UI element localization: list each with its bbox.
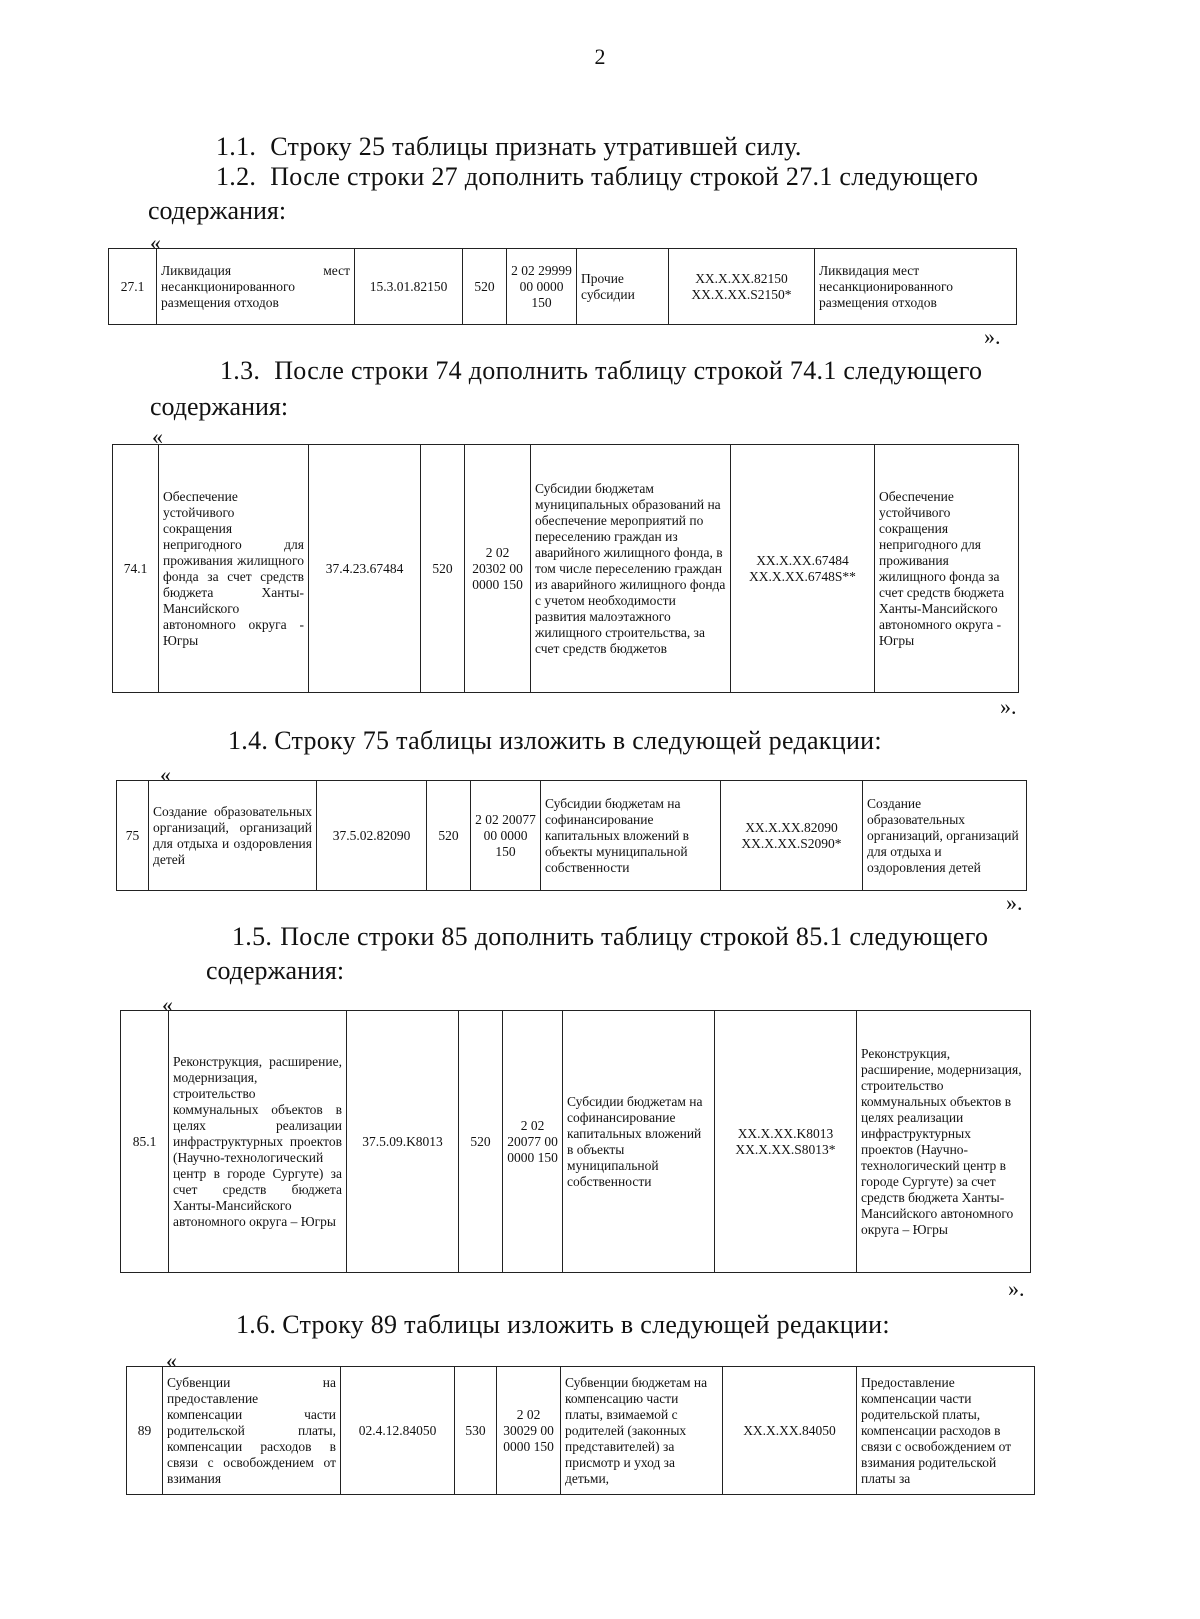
- item-text: После строки 27 дополнить таблицу строкой 27.1 следующего: [270, 162, 979, 191]
- row-name: Обеспечение устойчивого сокращения непригодного для проживания жилищного фонда за счет средств бюджета Ханты-Мансийского автономного округа - Югры: [159, 445, 309, 693]
- item-continuation: содержания:: [150, 392, 289, 421]
- close-quote: ».: [984, 324, 1001, 349]
- row-kosgu: XX.X.XX.82090 XX.X.XX.S2090*: [721, 781, 863, 891]
- item-number: 1.6.: [236, 1310, 277, 1339]
- close-quote: ».: [1006, 890, 1023, 915]
- row-kbk: 2 02 20077 00 0000 150: [503, 1011, 563, 1273]
- item-1-2: [216, 162, 978, 192]
- row-number: 85.1: [121, 1011, 169, 1273]
- open-quote: «: [152, 424, 163, 449]
- item-number: 1.2.: [216, 162, 257, 191]
- row-kbk: 2 02 29999 00 0000 150: [507, 249, 577, 325]
- row-purpose: Предоставление компенсации части родительской платы, компенсации расходов в связи с освобождением от взимания родительской платы за: [857, 1367, 1035, 1495]
- row-name: Реконструкция, расширение, модернизация, строительство коммунальных объектов в целях реализации инфраструктурных проектов (Научно-технологический центр в городе Сургуте) за счет средств бюджета Ханты-Мансийского автономного округа – Югры: [169, 1011, 347, 1273]
- row-vr: 520: [463, 249, 507, 325]
- row-number: 27.1: [109, 249, 157, 325]
- table-row-75: [116, 780, 1027, 891]
- row-kbk-name: Субвенции бюджетам на компенсацию части платы, взимаемой с родителей (законных представителей) за присмотр и уход за детьми,: [561, 1367, 723, 1495]
- item-number: 1.5.: [232, 922, 273, 951]
- row-vr: 530: [455, 1367, 497, 1495]
- row-kbk: 2 02 30029 00 0000 150: [497, 1367, 561, 1495]
- row-vr: 520: [427, 781, 471, 891]
- table-row-74-1: [112, 444, 1019, 693]
- row-code: 37.5.02.82090: [317, 781, 427, 891]
- row-name: Ликвидация мест несанкционированного размещения отходов: [157, 249, 355, 325]
- item-number: 1.1.: [216, 132, 257, 161]
- row-kbk: 2 02 20077 00 0000 150: [471, 781, 541, 891]
- item-1-5: [232, 922, 988, 952]
- close-quote: ».: [1000, 694, 1017, 719]
- row-name: Субвенции на предоставление компенсации части родительской платы, компенсации расходов в связи с освобождением от взимания: [163, 1367, 341, 1495]
- item-continuation: содержания:: [148, 196, 287, 225]
- row-number: 75: [117, 781, 149, 891]
- row-number: 89: [127, 1367, 163, 1495]
- open-quote: «: [150, 230, 161, 255]
- item-text: После строки 74 дополнить таблицу строкой 74.1 следующего: [274, 356, 983, 385]
- row-vr: 520: [459, 1011, 503, 1273]
- table-row-27-1: [108, 248, 1017, 325]
- row-kosgu: XX.X.XX.K8013 XX.X.XX.S8013*: [715, 1011, 857, 1273]
- row-kosgu: XX.X.XX.67484 XX.X.XX.6748S**: [731, 445, 875, 693]
- row-kbk-name: Субсидии бюджетам на софинансирование капитальных вложений в объекты муниципальной собственности: [541, 781, 721, 891]
- item-text: После строки 85 дополнить таблицу строкой 85.1 следующего: [280, 922, 989, 951]
- item-number: 1.3.: [220, 356, 261, 385]
- item-number: 1.4.: [228, 726, 269, 755]
- row-kbk-name: Субсидии бюджетам муниципальных образований на обеспечение мероприятий по переселению граждан из аварийного жилищного фонда, в том числе переселению граждан из аварийного жилищного фонда с учетом необходимости развития малоэтажного жилищного строительства, за счет средств бюджетов: [531, 445, 731, 693]
- row-number: 74.1: [113, 445, 159, 693]
- table-row-89: [126, 1366, 1035, 1495]
- item-1-4: [228, 726, 882, 756]
- item-1-6: [236, 1310, 890, 1340]
- close-quote: ».: [1008, 1276, 1025, 1301]
- row-purpose: Обеспечение устойчивого сокращения непригодного для проживания жилищного фонда за счет средств бюджета Ханты-Мансийского автономного округа - Югры: [875, 445, 1019, 693]
- row-purpose: Ликвидация мест несанкционированного размещения отходов: [815, 249, 1017, 325]
- item-continuation: содержания:: [206, 956, 345, 985]
- row-kbk-name: Субсидии бюджетам на софинансирование капитальных вложений в объекты муниципальной собственности: [563, 1011, 715, 1273]
- item-text: Строку 25 таблицы признать утратившей силу.: [270, 132, 802, 161]
- row-code: 02.4.12.84050: [341, 1367, 455, 1495]
- open-quote: «: [162, 992, 173, 1017]
- table-row-85-1: [120, 1010, 1031, 1273]
- item-text: Строку 75 таблицы изложить в следующей редакции:: [274, 726, 882, 755]
- row-vr: 520: [421, 445, 465, 693]
- row-purpose: Создание образовательных организаций, организаций для отдыха и оздоровления детей: [863, 781, 1027, 891]
- item-1-1: [216, 132, 802, 162]
- row-kosgu: XX.X.XX.84050: [723, 1367, 857, 1495]
- row-kosgu: XX.X.XX.82150 XX.X.XX.S2150*: [669, 249, 815, 325]
- item-text: Строку 89 таблицы изложить в следующей редакции:: [282, 1310, 890, 1339]
- row-name: Создание образовательных организаций, организаций для отдыха и оздоровления детей: [149, 781, 317, 891]
- row-code: 37.5.09.K8013: [347, 1011, 459, 1273]
- row-code: 15.3.01.82150: [355, 249, 463, 325]
- row-kbk: 2 02 20302 00 0000 150: [465, 445, 531, 693]
- item-1-3: [220, 356, 982, 386]
- open-quote: «: [160, 762, 171, 787]
- row-code: 37.4.23.67484: [309, 445, 421, 693]
- open-quote: «: [166, 1348, 177, 1373]
- row-purpose: Реконструкция, расширение, модернизация, строительство коммунальных объектов в целях реализации инфраструктурных проектов (Научно-технологический центр в городе Сургуте) за счет средств бюджета Ханты-Мансийского автономного округа – Югры: [857, 1011, 1031, 1273]
- row-kbk-name: Прочие субсидии: [577, 249, 669, 325]
- page-number: 2: [594, 44, 606, 69]
